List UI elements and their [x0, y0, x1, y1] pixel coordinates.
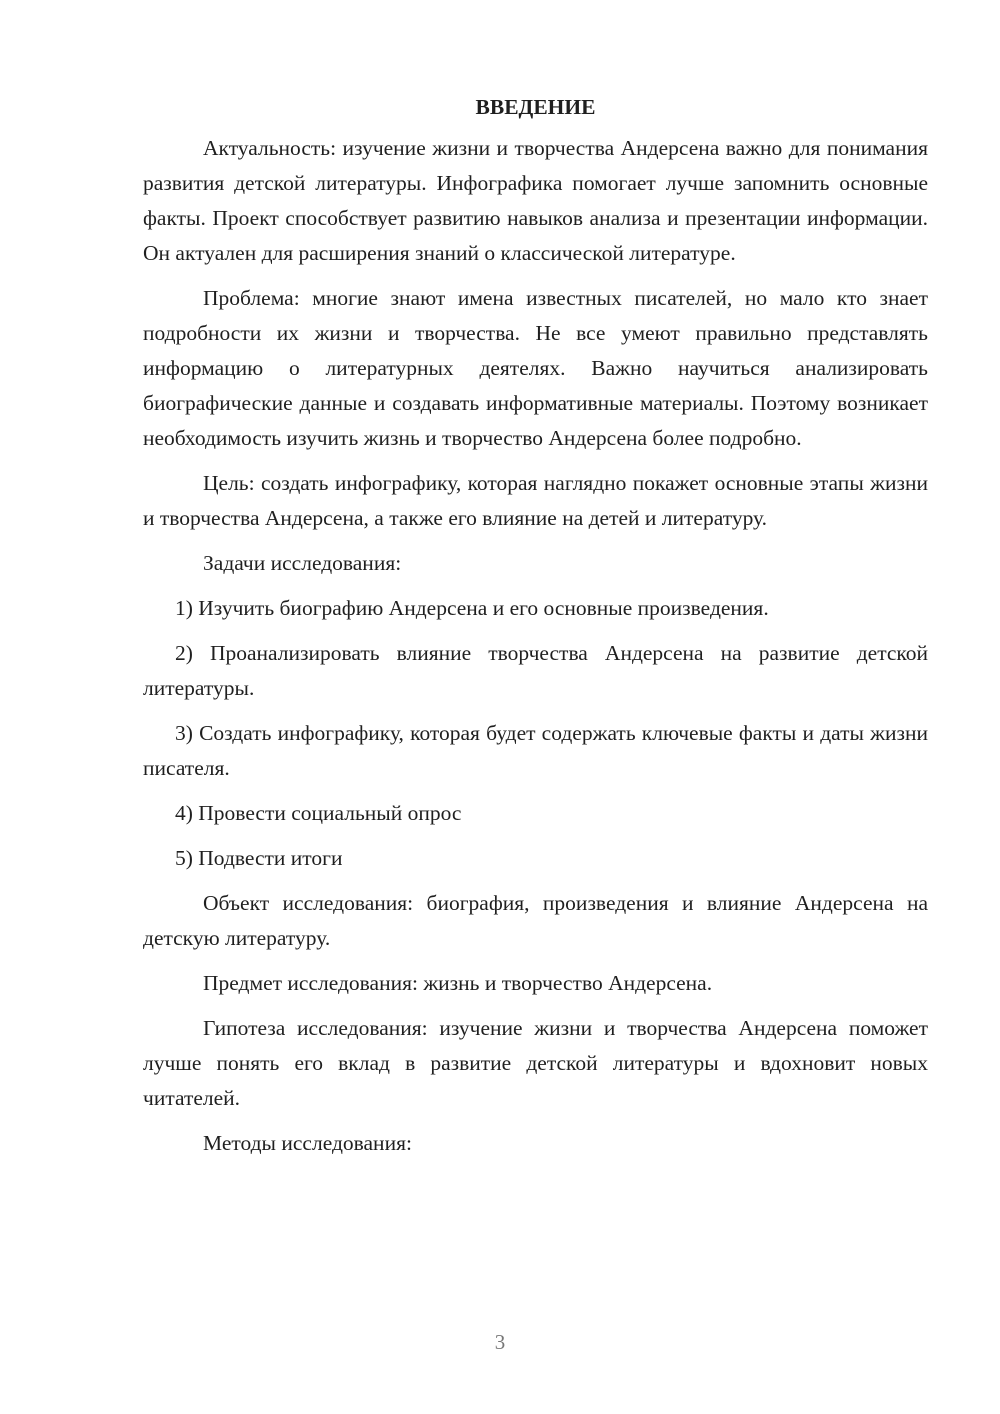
paragraph-relevance: Актуальность: изучение жизни и творчества Андерсена важно для понимания развития детской литературы. Инфографика помогает лучше запомнить основные факты. Проект способствует развитию навыков анализа и презентации информации. Он актуален для расширения знаний о классической литературе.	[143, 136, 928, 265]
paragraph-object: Объект исследования: биография, произведения и влияние Андерсена на детскую литературу.	[143, 891, 928, 950]
document-page	[143, 90, 928, 1171]
page-number: 3	[494, 1330, 506, 1354]
paragraph-hypothesis: Гипотеза исследования: изучение жизни и творчества Андерсена поможет лучше понять его вклад в развитие детской литературы и вдохновит новых читателей.	[143, 1016, 928, 1110]
task-item-2: 2) Проанализировать влияние творчества Андерсена на развитие детской литературы.	[143, 641, 928, 700]
task-item-3: 3) Создать инфографику, которая будет содержать ключевые факты и даты жизни писателя.	[143, 721, 928, 780]
paragraph-goal: Цель: создать инфографику, которая наглядно покажет основные этапы жизни и творчества Андерсена, а также его влияние на детей и литературу.	[143, 471, 928, 530]
paragraph-subject: Предмет исследования: жизнь и творчество Андерсена.	[203, 971, 713, 995]
section-title: ВВЕДЕНИЕ	[475, 95, 596, 119]
paragraph-tasks-heading: Задачи исследования:	[203, 551, 402, 575]
task-item-5: 5) Подвести итоги	[175, 846, 343, 870]
paragraph-methods: Методы исследования:	[203, 1131, 412, 1155]
task-item-1: 1) Изучить биографию Андерсена и его основные произведения.	[175, 596, 769, 620]
paragraph-problem: Проблема: многие знают имена известных писателей, но мало кто знает подробности их жизни и творчества. Не все умеют правильно представлять информацию о литературных деятелях. Важно научиться анализировать биографические данные и создавать информативные материалы. Поэтому возникает необходимость изучить жизнь и творчество Андерсена более подробно.	[143, 286, 928, 450]
task-item-4: 4) Провести социальный опрос	[175, 801, 462, 825]
